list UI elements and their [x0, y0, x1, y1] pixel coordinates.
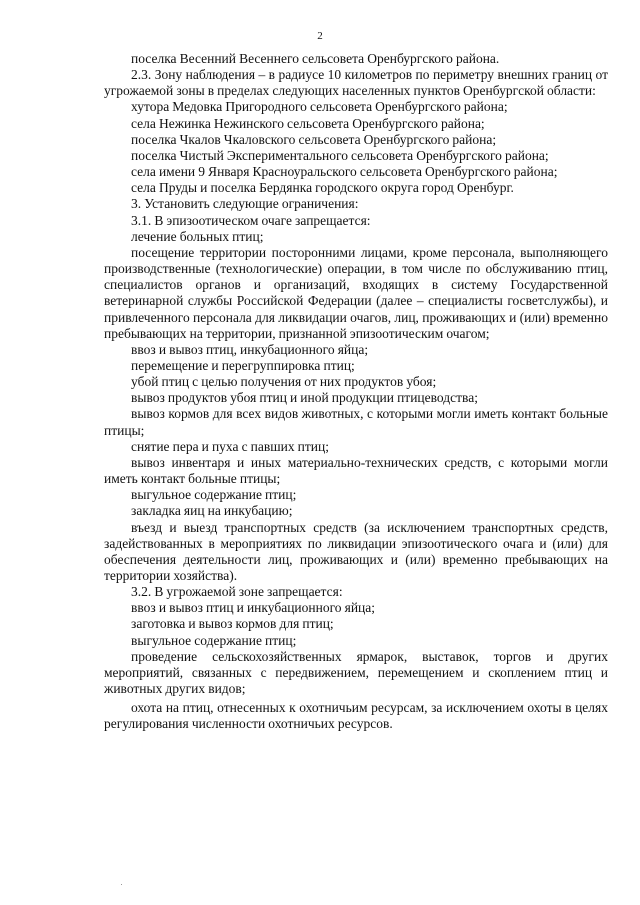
paragraph: села имени 9 Января Красноуральского сельсовета Оренбургского района; — [131, 164, 558, 180]
paragraph: снятие пера и пуха с павших птиц; — [131, 438, 329, 454]
scan-speck — [121, 884, 122, 885]
paragraph: ввоз и вывоз птиц и инкубационного яйца; — [131, 600, 376, 616]
paragraph: вывоз кормов для всех видов животных, с которыми могли иметь контакт больные птицы; — [104, 406, 608, 438]
paragraph: въезд и выезд транспортных средств (за исключением транспортных средств, задействованных в мероприятиях по ликвидации эпизоотического очага и (или) для обеспечения деятельности лиц, проживающих и (или) временно пребывающих на территории хозяйства). — [104, 519, 608, 583]
paragraph: 2.3. Зону наблюдения – в радиусе 10 километров по периметру внешних границ от угрожаемой зоны в пределах следующих населенных пунктов Оренбургской области: — [104, 67, 608, 99]
paragraph: села Пруды и поселка Бердянка городского округа город Оренбург. — [131, 180, 514, 196]
paragraph: хутора Медовка Пригородного сельсовета Оренбургского района; — [131, 99, 508, 115]
paragraph: перемещение и перегруппировка птиц; — [131, 357, 355, 373]
paragraph: закладка яиц на инкубацию; — [131, 503, 293, 519]
paragraph: поселка Весенний Весеннего сельсовета Оренбургского района. — [131, 51, 500, 66]
paragraph: посещение территории посторонними лицами, кроме персонала, выполняющего производственные (технологические) операции, в том числе по обслуживанию птиц, специалистов органов и организаций, входящих в систему Государственной ветеринарной службы Российской Федерации (далее – специалисты госветслужбы), и привлеченного персонала для ликвидации очагов, лиц, проживающих и (или) временно пребывающих на территории, признанной эпизоотическим очагом; — [104, 244, 608, 341]
paragraph: села Нежинка Нежинского сельсовета Оренбургского района; — [131, 115, 485, 131]
page-number: 2 — [317, 30, 323, 42]
paragraph: вывоз продуктов убоя птиц и иной продукции птицеводства; — [131, 390, 478, 406]
paragraph: вывоз инвентаря и иных материально-технических средств, с которыми могли иметь контакт больные птицы; — [104, 454, 608, 487]
paragraph: 3.2. В угрожаемой зоне запрещается: — [131, 584, 343, 600]
paragraph: 3. Установить следующие ограничения: — [131, 196, 359, 212]
paragraph: выгульное содержание птиц; — [131, 632, 297, 648]
paragraph: ввоз и вывоз птиц, инкубационного яйца; — [131, 341, 369, 357]
paragraph: лечение больных птиц; — [131, 228, 264, 244]
paragraph: убой птиц с целью получения от них продуктов убоя; — [131, 374, 437, 390]
document-body — [104, 51, 608, 733]
paragraph: поселка Чкалов Чкаловского сельсовета Оренбургского района; — [131, 131, 497, 147]
paragraph: выгульное содержание птиц; — [131, 487, 297, 503]
paragraph: охота на птиц, отнесенных к охотничьим ресурсам, за исключением охоты в целях регулирования численности охотничьих ресурсов. — [104, 700, 608, 732]
paragraph: 3.1. В эпизоотическом очаге запрещается: — [131, 212, 371, 228]
paragraph: поселка Чистый Экспериментального сельсовета Оренбургского района; — [131, 147, 549, 163]
paragraph: заготовка и вывоз кормов для птиц; — [131, 616, 334, 632]
paragraph: проведение сельскохозяйственных ярмарок, выставок, торгов и других мероприятий, связанных с передвижением, перемещением и скоплением птиц и животных других видов; — [104, 648, 608, 697]
